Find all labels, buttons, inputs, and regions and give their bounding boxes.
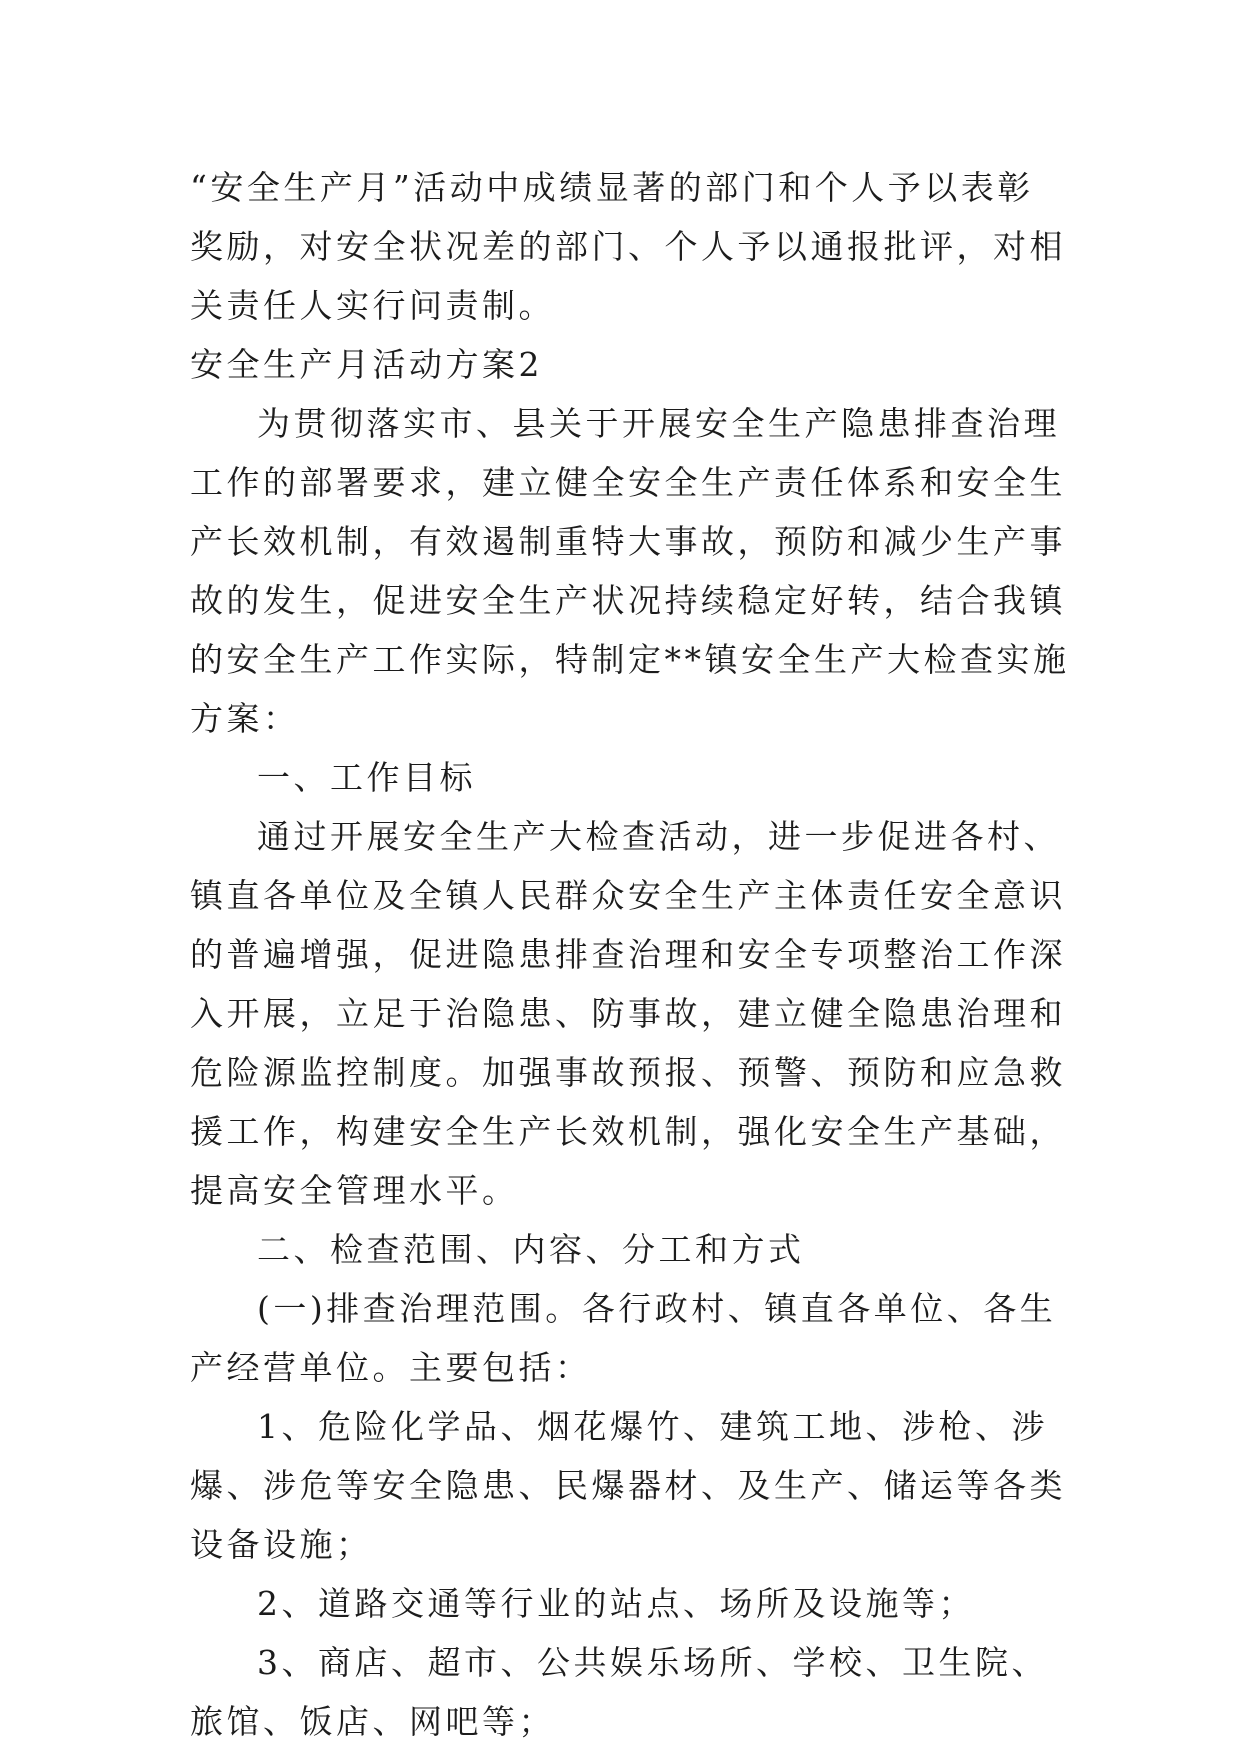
- paragraph-commendation: “安全生产月”活动中成绩显著的部门和个人予以表彰奖励，对安全状况差的部门、个人予以通报批评，对相关责任人实行问责制。: [190, 168, 1066, 325]
- list-item-1: 1、危险化学品、烟花爆竹、建筑工地、涉枪、涉爆、涉危等安全隐患、民爆器材、及生产、储运等各类设备设施；: [190, 1407, 1066, 1564]
- paragraph-work-goal: 通过开展安全生产大检查活动，进一步促进各村、镇直各单位及全镇人民群众安全生产主体责任安全意识的普遍增强，促进隐患排查治理和安全专项整治工作深入开展，立足于治隐患、防事故，建立健全隐患治理和危险源监控制度。加强事故预报、预警、预防和应急救援工作，构建安全生产长效机制，强化安全生产基础，提高安全管理水平。: [190, 817, 1066, 1210]
- paragraph-intro: 为贯彻落实市、县关于开展安全生产隐患排查治理工作的部署要求，建立健全安全生产责任体系和安全生产长效机制，有效遏制重特大事故，预防和减少生产事故的发生，促进安全生产状况持续稳定好转，结合我镇的安全生产工作实际，特制定**镇安全生产大检查实施方案：: [190, 404, 1070, 738]
- list-item-3: 3、商店、超市、公共娱乐场所、学校、卫生院、旅馆、饭店、网吧等；: [190, 1643, 1048, 1741]
- section-title: 安全生产月活动方案2: [190, 345, 543, 384]
- list-item-2: 2、道路交通等行业的站点、场所及设施等；: [257, 1584, 975, 1623]
- document-body: [190, 158, 1070, 1751]
- heading-inspection-scope: 二、检查范围、内容、分工和方式: [257, 1230, 805, 1269]
- heading-work-goal: 一、工作目标: [257, 758, 476, 797]
- paragraph-scope: (一)排查治理范围。各行政村、镇直各单位、各生产经营单位。主要包括：: [190, 1289, 1057, 1387]
